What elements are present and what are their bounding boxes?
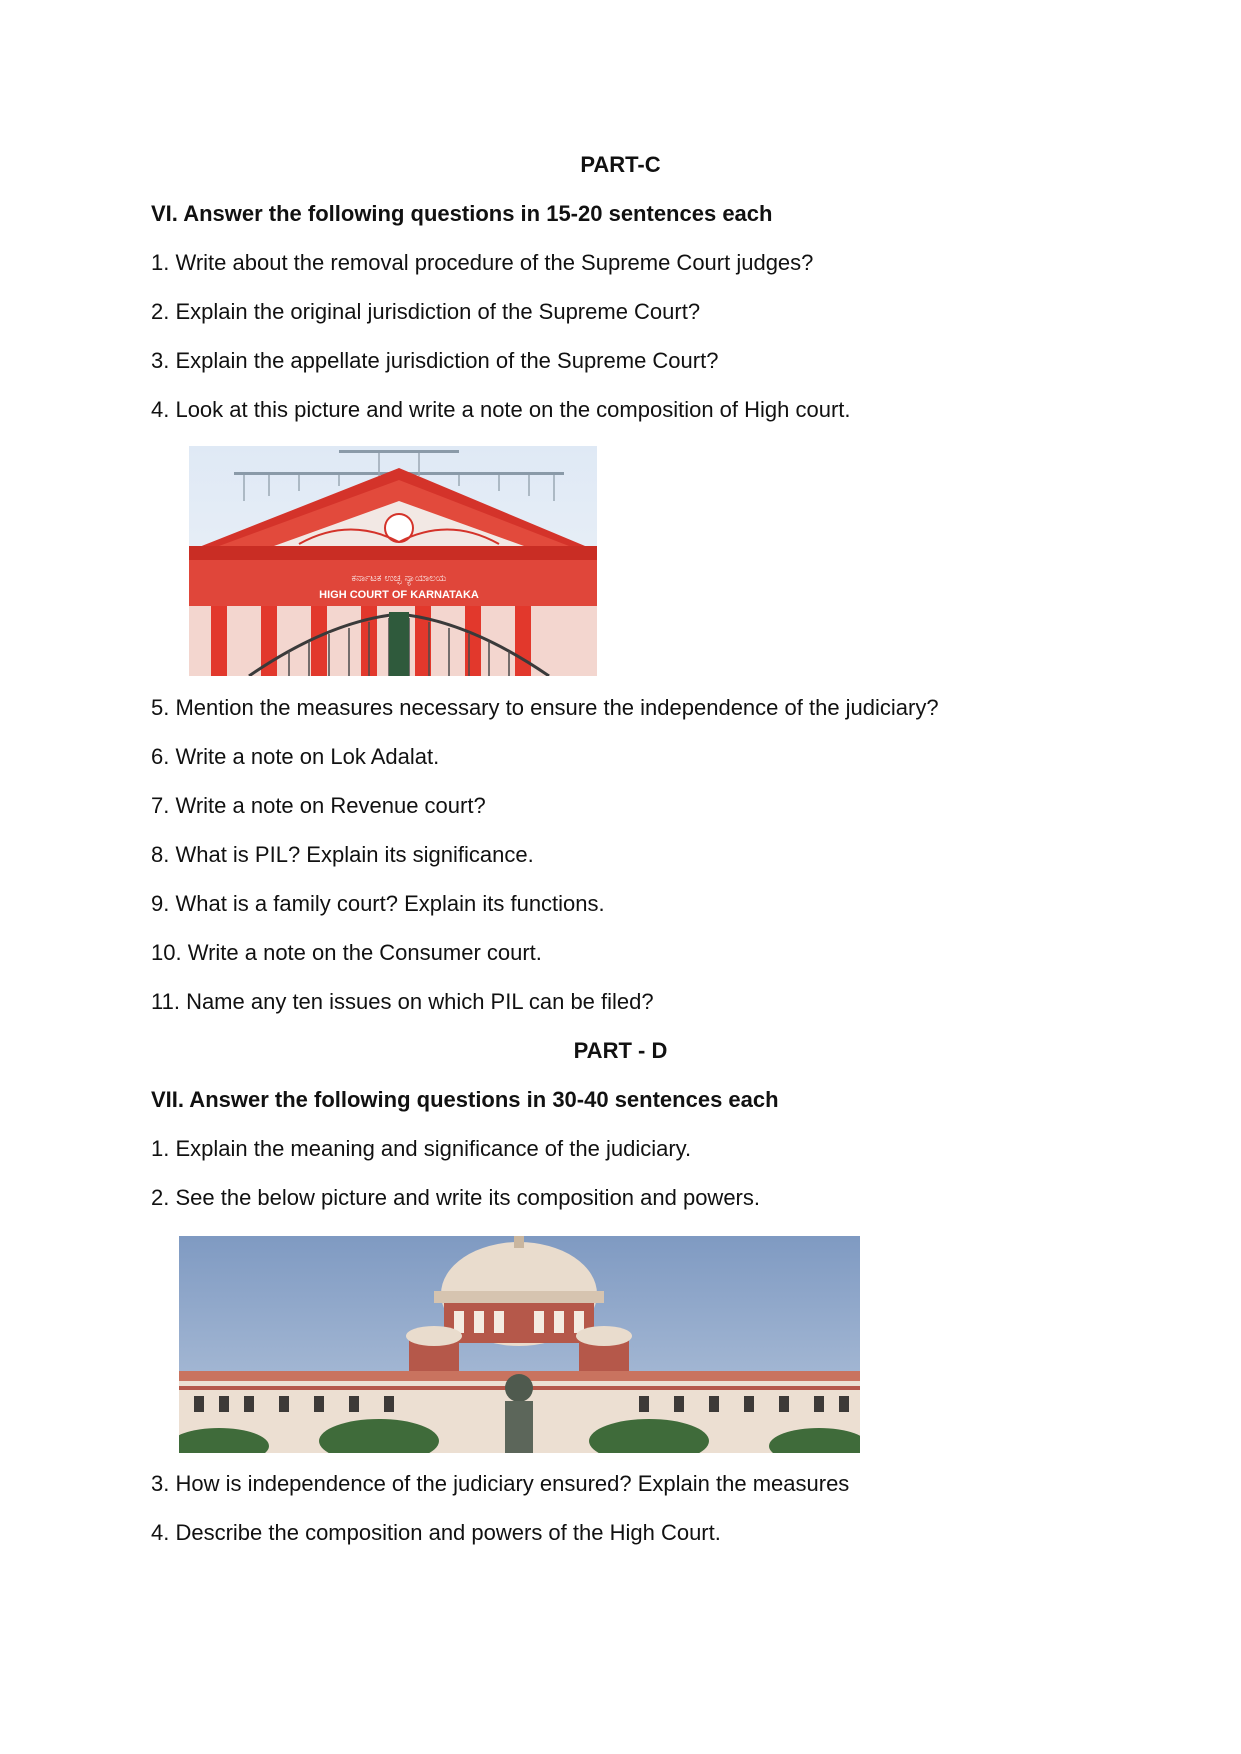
question-c-9: 9. What is a family court? Explain its functions. (151, 891, 605, 916)
question-d-2: 2. See the below picture and write its composition and powers. (151, 1185, 760, 1210)
question-c-5: 5. Mention the measures necessary to ensure the independence of the judiciary? (151, 695, 939, 720)
sign-english: HIGH COURT OF KARNATAKA (319, 589, 479, 601)
question-c-1: 1. Write about the removal procedure of the Supreme Court judges? (151, 250, 814, 275)
question-c-6: 6. Write a note on Lok Adalat. (151, 744, 440, 769)
question-c-4: 4. Look at this picture and write a note on the composition of High court. (151, 397, 851, 422)
question-c-11: 11. Name any ten issues on which PIL can be filed? (151, 989, 654, 1014)
question-c-7: 7. Write a note on Revenue court? (151, 793, 486, 818)
question-d-3: 3. How is independence of the judiciary ensured? Explain the measures (151, 1471, 850, 1496)
part-d-instruction: VII. Answer the following questions in 30-40 sentences each (151, 1087, 779, 1112)
question-d-1: 1. Explain the meaning and significance of the judiciary. (151, 1136, 692, 1161)
question-c-10: 10. Write a note on the Consumer court. (151, 940, 542, 965)
part-c-heading: PART-C (580, 152, 661, 177)
question-c-3: 3. Explain the appellate jurisdiction of the Supreme Court? (151, 348, 719, 373)
question-c-8: 8. What is PIL? Explain its significance. (151, 842, 534, 867)
supreme-court-image (179, 1236, 860, 1453)
part-c-instruction: VI. Answer the following questions in 15-20 sentences each (151, 201, 773, 226)
question-d-4: 4. Describe the composition and powers of the High Court. (151, 1520, 721, 1545)
high-court-karnataka-image (189, 446, 597, 676)
sign-kannada: ಕರ್ನಾಟಕ ಉಚ್ಛ ನ್ಯಾಯಾಲಯ (351, 573, 447, 584)
part-d-heading: PART - D (573, 1038, 668, 1063)
question-c-2: 2. Explain the original jurisdiction of the Supreme Court? (151, 299, 701, 324)
